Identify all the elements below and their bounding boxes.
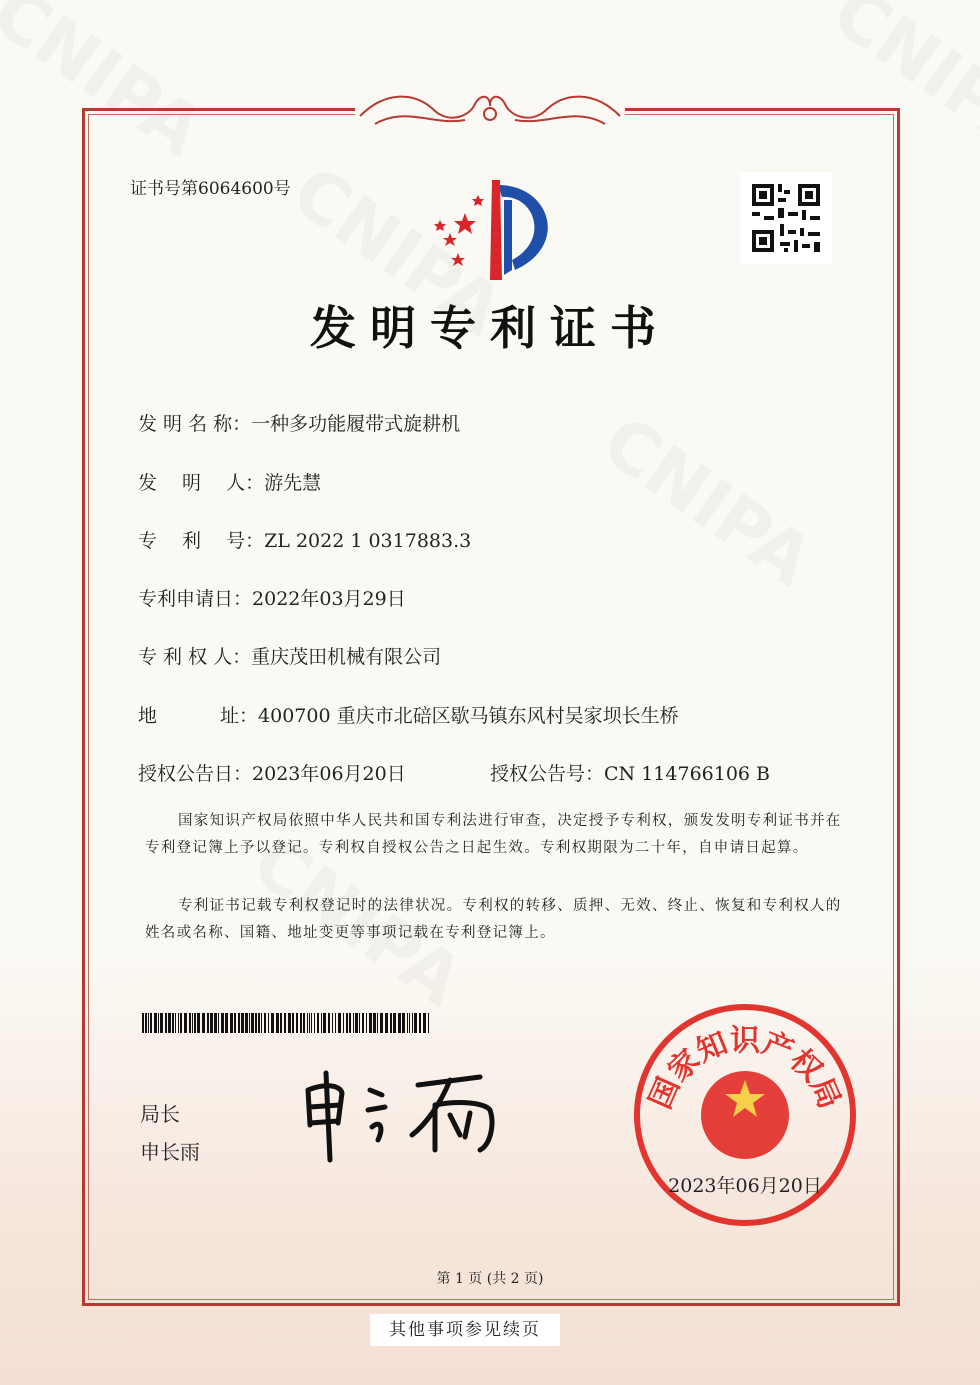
barcode-bar xyxy=(221,1013,224,1033)
field-label: 专利申请日： xyxy=(138,588,253,610)
barcode-bar xyxy=(165,1013,167,1033)
field-label: 发 明 名 称： xyxy=(138,413,252,435)
barcode-bar xyxy=(321,1013,322,1033)
barcode-bar xyxy=(214,1013,217,1033)
barcode-bar xyxy=(241,1013,244,1033)
field-label: 授权公告号： xyxy=(490,763,605,785)
barcode-bar xyxy=(251,1013,254,1033)
barcode-bar xyxy=(353,1013,354,1033)
barcode-bar xyxy=(284,1013,286,1033)
barcode-bar xyxy=(264,1013,266,1033)
barcode-bar xyxy=(197,1013,200,1033)
barcode-bar xyxy=(414,1013,417,1033)
field-value: ZL 2022 1 0317883.3 xyxy=(264,530,472,552)
barcode-bar xyxy=(150,1013,152,1033)
barcode-bar xyxy=(346,1013,348,1033)
field-value: 一种多功能履带式旋耕机 xyxy=(251,413,461,435)
barcode-bar xyxy=(292,1013,294,1033)
barcode-bar xyxy=(409,1013,410,1033)
barcode-bar xyxy=(338,1013,341,1033)
barcode-bar xyxy=(314,1013,315,1033)
barcode-bar xyxy=(332,1013,333,1033)
barcode-bar xyxy=(366,1013,367,1033)
barcode xyxy=(142,1013,432,1033)
barcode-bar xyxy=(218,1013,219,1033)
barcode-bar xyxy=(359,1013,360,1033)
page-indicator: 第 1 页 (共 2 页) xyxy=(436,1271,544,1287)
barcode-bar xyxy=(335,1013,336,1033)
barcode-bar xyxy=(258,1013,260,1033)
barcode-bar xyxy=(261,1013,262,1033)
barcode-bar xyxy=(230,1013,233,1033)
barcode-bar xyxy=(328,1013,330,1033)
barcode-bar xyxy=(362,1013,364,1033)
barcode-bar xyxy=(207,1013,209,1033)
barcode-bar xyxy=(423,1013,426,1033)
certificate-title: 发明专利证书 xyxy=(310,301,670,355)
barcode-bar xyxy=(385,1013,388,1033)
barcode-bar xyxy=(225,1013,228,1033)
footer-note: 其他事项参见续页 xyxy=(370,1314,560,1346)
barcode-bar xyxy=(158,1013,159,1033)
barcode-bar xyxy=(184,1013,187,1033)
barcode-bar xyxy=(154,1013,157,1033)
barcode-bar xyxy=(276,1013,279,1033)
field-label: 地 址： xyxy=(138,705,259,727)
barcode-bar xyxy=(390,1013,392,1033)
field-value: 400700 重庆市北碚区歇马镇东风村吴家坝长生桥 xyxy=(258,705,679,727)
barcode-bar xyxy=(288,1013,291,1033)
barcode-bar xyxy=(296,1013,298,1033)
field-patent-number xyxy=(138,526,471,553)
paragraph-legal-status: 专利证书记载专利权登记时的法律状况。专利权的转移、质押、无效、终止、恢复和专利权人的姓名或名称、国籍、地址变更等事项记载在专利登记簿上。 xyxy=(145,898,842,941)
barcode-bar xyxy=(202,1013,205,1033)
barcode-bar xyxy=(168,1013,171,1033)
official-seal xyxy=(630,1000,860,1230)
field-value: 2022年03月29日 xyxy=(252,588,406,610)
field-value: 2023年06月20日 xyxy=(252,763,406,785)
barcode-bar xyxy=(311,1013,312,1033)
seal-text: 国家知识产权局 xyxy=(642,1023,848,1115)
barcode-bar xyxy=(160,1013,163,1033)
barcode-bar xyxy=(271,1013,274,1033)
barcode-bar xyxy=(142,1013,144,1033)
barcode-bar xyxy=(234,1013,236,1033)
barcode-bar xyxy=(355,1013,358,1033)
barcode-bar xyxy=(369,1013,372,1033)
field-inventor xyxy=(138,468,321,495)
barcode-bar xyxy=(412,1013,413,1033)
seal-date: 2023年06月20日 xyxy=(668,1175,822,1197)
barcode-bar xyxy=(428,1013,429,1033)
barcode-bar xyxy=(377,1013,378,1033)
barcode-bar xyxy=(307,1013,308,1033)
field-patentee xyxy=(138,642,441,669)
barcode-bar xyxy=(343,1013,344,1033)
field-value: 重庆茂田机械有限公司 xyxy=(251,646,442,668)
barcode-bar xyxy=(398,1013,401,1033)
field-value: CN 114766106 B xyxy=(604,763,771,785)
certificate-number: 证书号第6064600号 xyxy=(130,179,291,199)
barcode-bar xyxy=(238,1013,240,1033)
barcode-bar xyxy=(245,1013,248,1033)
barcode-bar xyxy=(349,1013,351,1033)
barcode-bar xyxy=(402,1013,405,1033)
barcode-bar xyxy=(255,1013,257,1033)
field-value: 游先慧 xyxy=(264,472,322,494)
field-application-date xyxy=(138,584,406,611)
barcode-bar xyxy=(373,1013,376,1033)
barcode-bar xyxy=(300,1013,302,1033)
barcode-bar xyxy=(194,1013,196,1033)
barcode-bar xyxy=(148,1013,149,1033)
barcode-bar xyxy=(303,1013,305,1033)
barcode-bar xyxy=(189,1013,191,1033)
barcode-bar xyxy=(178,1013,179,1033)
field-grant-date xyxy=(138,759,406,786)
field-invention-name xyxy=(138,409,460,436)
barcode-bar xyxy=(309,1013,310,1033)
signatory-name: 申长雨 xyxy=(140,1140,200,1164)
field-label: 授权公告日： xyxy=(138,763,253,785)
field-address xyxy=(138,701,679,728)
signatory-title: 局长 xyxy=(140,1102,180,1126)
barcode-bar xyxy=(145,1013,147,1033)
barcode-bar xyxy=(268,1013,269,1033)
barcode-bar xyxy=(419,1013,421,1033)
barcode-bar xyxy=(380,1013,383,1033)
field-publication-number xyxy=(490,759,770,786)
barcode-bar xyxy=(407,1013,408,1033)
barcode-bar xyxy=(175,1013,176,1033)
field-label: 专 利 号： xyxy=(138,530,265,552)
field-label: 发 明 人： xyxy=(138,472,265,494)
handwritten-signature xyxy=(300,1065,510,1165)
qr-code[interactable] xyxy=(740,172,832,264)
ornament-top xyxy=(355,86,625,130)
paragraph-grant-statement: 国家知识产权局依照中华人民共和国专利法进行审查，决定授予专利权，颁发发明专利证书并在专利登记簿上予以登记。专利权自授权公告之日起生效。专利权期限为二十年，自申请日起算。 xyxy=(145,813,842,856)
barcode-bar xyxy=(393,1013,396,1033)
barcode-bar xyxy=(323,1013,326,1033)
barcode-bar xyxy=(317,1013,319,1033)
barcode-bar xyxy=(210,1013,213,1033)
cnipa-logo xyxy=(420,175,565,285)
barcode-bar xyxy=(192,1013,193,1033)
barcode-bar xyxy=(180,1013,182,1033)
barcode-bar xyxy=(172,1013,174,1033)
field-label: 专 利 权 人： xyxy=(138,646,252,668)
barcode-bar xyxy=(249,1013,250,1033)
barcode-bar xyxy=(280,1013,282,1033)
